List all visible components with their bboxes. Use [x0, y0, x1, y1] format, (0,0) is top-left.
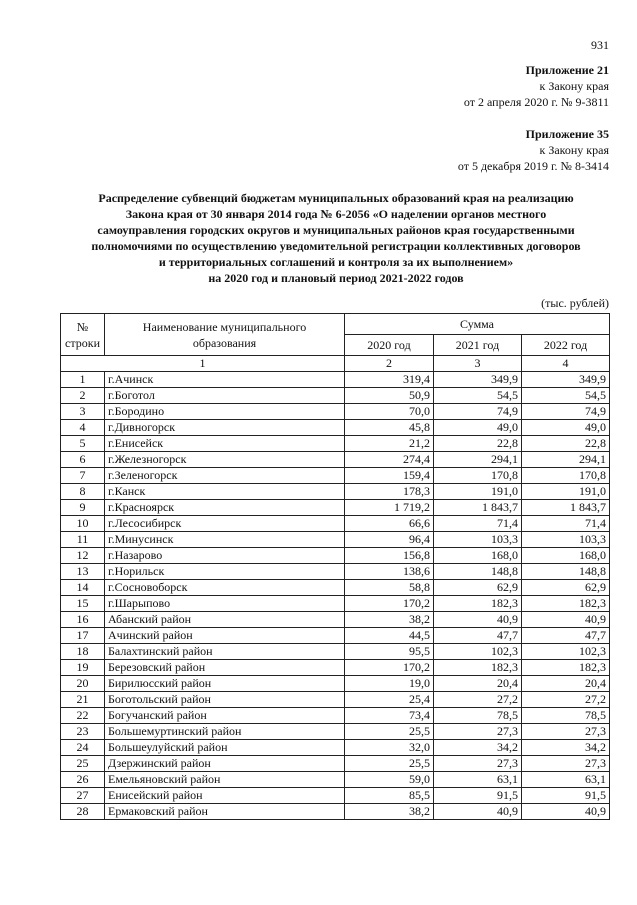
value-2021: 1 843,7 [434, 500, 522, 516]
value-2021: 170,8 [434, 468, 522, 484]
municipality-name: г.Сосновоборск [105, 580, 345, 596]
annex-21-title: Приложение 21 [525, 63, 609, 77]
table-row [61, 724, 610, 740]
table-row [61, 404, 610, 420]
value-2020: 38,2 [345, 804, 434, 820]
table-row [61, 420, 610, 436]
value-2020: 66,6 [345, 516, 434, 532]
row-number: 17 [61, 628, 105, 644]
title-line: Распределение субвенций бюджетам муниципальных образований края на реализацию [98, 191, 574, 205]
value-2020: 85,5 [345, 788, 434, 804]
value-2021: 74,9 [434, 404, 522, 420]
value-2022: 148,8 [522, 564, 610, 580]
column-number-2: 2 [345, 356, 434, 372]
value-2020: 319,4 [345, 372, 434, 388]
row-number: 10 [61, 516, 105, 532]
value-2021: 54,5 [434, 388, 522, 404]
municipality-name: Абанский район [105, 612, 345, 628]
row-number: 12 [61, 548, 105, 564]
table-body [61, 372, 610, 820]
table-row [61, 660, 610, 676]
value-2021: 148,8 [434, 564, 522, 580]
value-2022: 91,5 [522, 788, 610, 804]
value-2020: 159,4 [345, 468, 434, 484]
row-number: 2 [61, 388, 105, 404]
value-2021: 40,9 [434, 804, 522, 820]
table-row [61, 484, 610, 500]
table-row [61, 596, 610, 612]
value-2021: 49,0 [434, 420, 522, 436]
row-number: 25 [61, 756, 105, 772]
row-number: 26 [61, 772, 105, 788]
row-number: 23 [61, 724, 105, 740]
value-2020: 25,5 [345, 724, 434, 740]
value-2022: 1 843,7 [522, 500, 610, 516]
municipality-name: Березовский район [105, 660, 345, 676]
value-2021: 182,3 [434, 596, 522, 612]
value-2020: 19,0 [345, 676, 434, 692]
row-number: 11 [61, 532, 105, 548]
annex-21-header [464, 62, 609, 110]
value-2020: 25,4 [345, 692, 434, 708]
table-row [61, 452, 610, 468]
value-2022: 27,3 [522, 756, 610, 772]
value-2021: 22,8 [434, 436, 522, 452]
municipality-name: Бирилюсский район [105, 676, 345, 692]
municipality-name: г.Бородино [105, 404, 345, 420]
title-line: самоуправления городских округов и муниципальных районов края государственными [97, 223, 575, 237]
value-2022: 40,9 [522, 804, 610, 820]
table-row [61, 436, 610, 452]
value-2021: 91,5 [434, 788, 522, 804]
value-2021: 191,0 [434, 484, 522, 500]
municipality-name: Ачинский район [105, 628, 345, 644]
table-row [61, 676, 610, 692]
municipality-name: г.Назарово [105, 548, 345, 564]
value-2022: 62,9 [522, 580, 610, 596]
header-year-2021: 2021 год [434, 335, 522, 356]
table-row [61, 388, 610, 404]
value-2022: 182,3 [522, 660, 610, 676]
table-row [61, 500, 610, 516]
table-row [61, 788, 610, 804]
municipality-name: г.Боготол [105, 388, 345, 404]
title-line: на 2020 год и плановый период 2021-2022 годов [208, 271, 464, 285]
table-row [61, 564, 610, 580]
value-2020: 38,2 [345, 612, 434, 628]
value-2020: 45,8 [345, 420, 434, 436]
row-number: 13 [61, 564, 105, 580]
municipality-name: Енисейский район [105, 788, 345, 804]
value-2020: 156,8 [345, 548, 434, 564]
table-row [61, 628, 610, 644]
value-2020: 170,2 [345, 660, 434, 676]
municipality-name: Ермаковский район [105, 804, 345, 820]
municipality-name: Большемуртинский район [105, 724, 345, 740]
units-label: (тыс. рублей) [541, 296, 609, 310]
value-2020: 58,8 [345, 580, 434, 596]
title-line: и территориальных соглашений и контроля за их выполнением» [158, 255, 514, 269]
header-row-number: № строки [61, 314, 105, 356]
value-2020: 32,0 [345, 740, 434, 756]
municipality-name: г.Ачинск [105, 372, 345, 388]
value-2021: 27,3 [434, 756, 522, 772]
municipality-name: г.Енисейск [105, 436, 345, 452]
municipality-name: г.Дивногорск [105, 420, 345, 436]
value-2022: 191,0 [522, 484, 610, 500]
row-number: 16 [61, 612, 105, 628]
municipality-name: Дзержинский район [105, 756, 345, 772]
row-number: 4 [61, 420, 105, 436]
table-row [61, 580, 610, 596]
column-number-3: 3 [434, 356, 522, 372]
municipality-name: г.Красноярск [105, 500, 345, 516]
municipality-name: г.Зеленогорск [105, 468, 345, 484]
value-2020: 274,4 [345, 452, 434, 468]
value-2022: 34,2 [522, 740, 610, 756]
value-2020: 138,6 [345, 564, 434, 580]
value-2020: 96,4 [345, 532, 434, 548]
row-number: 28 [61, 804, 105, 820]
value-2021: 34,2 [434, 740, 522, 756]
value-2020: 95,5 [345, 644, 434, 660]
annex-35-title: Приложение 35 [525, 127, 609, 141]
value-2021: 103,3 [434, 532, 522, 548]
row-number: 6 [61, 452, 105, 468]
table-row [61, 612, 610, 628]
value-2022: 63,1 [522, 772, 610, 788]
municipality-name: Богучанский район [105, 708, 345, 724]
value-2022: 168,0 [522, 548, 610, 564]
value-2022: 294,1 [522, 452, 610, 468]
annex-21-line-1: к Закону края [539, 79, 609, 93]
value-2021: 63,1 [434, 772, 522, 788]
municipality-name: г.Шарыпово [105, 596, 345, 612]
row-number: 3 [61, 404, 105, 420]
value-2021: 349,9 [434, 372, 522, 388]
row-number: 7 [61, 468, 105, 484]
title-line: полномочиями по осуществлению уведомительной регистрации коллективных договоров [91, 239, 581, 253]
value-2021: 168,0 [434, 548, 522, 564]
row-number: 9 [61, 500, 105, 516]
table-row [61, 740, 610, 756]
municipality-name: Балахтинский район [105, 644, 345, 660]
row-number: 18 [61, 644, 105, 660]
value-2022: 20,4 [522, 676, 610, 692]
annex-35-line-2: от 5 декабря 2019 г. № 8-3414 [457, 159, 609, 173]
value-2021: 20,4 [434, 676, 522, 692]
value-2022: 102,3 [522, 644, 610, 660]
value-2022: 49,0 [522, 420, 610, 436]
row-number: 19 [61, 660, 105, 676]
table-row [61, 372, 610, 388]
value-2021: 40,9 [434, 612, 522, 628]
value-2022: 78,5 [522, 708, 610, 724]
header-municipality: Наименование муниципального образования [105, 314, 345, 356]
value-2020: 50,9 [345, 388, 434, 404]
table-row [61, 708, 610, 724]
value-2021: 294,1 [434, 452, 522, 468]
row-number: 1 [61, 372, 105, 388]
value-2020: 1 719,2 [345, 500, 434, 516]
value-2021: 62,9 [434, 580, 522, 596]
municipality-name: г.Лесосибирск [105, 516, 345, 532]
value-2021: 78,5 [434, 708, 522, 724]
value-2022: 54,5 [522, 388, 610, 404]
row-number: 22 [61, 708, 105, 724]
value-2021: 71,4 [434, 516, 522, 532]
municipality-name: г.Канск [105, 484, 345, 500]
value-2020: 44,5 [345, 628, 434, 644]
annex-21-line-2: от 2 апреля 2020 г. № 9-3811 [463, 95, 609, 109]
value-2022: 103,3 [522, 532, 610, 548]
municipality-name: г.Железногорск [105, 452, 345, 468]
value-2022: 27,2 [522, 692, 610, 708]
value-2021: 47,7 [434, 628, 522, 644]
value-2022: 71,4 [522, 516, 610, 532]
table-row [61, 532, 610, 548]
value-2022: 349,9 [522, 372, 610, 388]
subventions-table [60, 313, 610, 820]
municipality-name: Большеулуйский район [105, 740, 345, 756]
page-number: 931 [591, 38, 609, 52]
value-2022: 27,3 [522, 724, 610, 740]
value-2021: 27,2 [434, 692, 522, 708]
row-number: 15 [61, 596, 105, 612]
value-2022: 170,8 [522, 468, 610, 484]
municipality-name: Емельяновский район [105, 772, 345, 788]
value-2021: 102,3 [434, 644, 522, 660]
header-sum: Сумма [345, 314, 610, 335]
row-number: 21 [61, 692, 105, 708]
value-2022: 22,8 [522, 436, 610, 452]
value-2020: 178,3 [345, 484, 434, 500]
value-2020: 170,2 [345, 596, 434, 612]
municipality-name: г.Минусинск [105, 532, 345, 548]
row-number: 5 [61, 436, 105, 452]
table-row [61, 772, 610, 788]
title-line: Закона края от 30 января 2014 года № 6-2056 «О наделении органов местного [125, 207, 547, 221]
table-row [61, 804, 610, 820]
annex-35-header [458, 126, 609, 174]
row-number: 8 [61, 484, 105, 500]
value-2021: 27,3 [434, 724, 522, 740]
header-year-2020: 2020 год [345, 335, 434, 356]
value-2022: 47,7 [522, 628, 610, 644]
value-2022: 182,3 [522, 596, 610, 612]
value-2020: 59,0 [345, 772, 434, 788]
value-2022: 40,9 [522, 612, 610, 628]
municipality-name: Боготольский район [105, 692, 345, 708]
value-2020: 73,4 [345, 708, 434, 724]
row-number: 24 [61, 740, 105, 756]
column-number-1: 1 [61, 356, 345, 372]
value-2020: 70,0 [345, 404, 434, 420]
table-row [61, 516, 610, 532]
table-row [61, 468, 610, 484]
table-row [61, 644, 610, 660]
value-2020: 21,2 [345, 436, 434, 452]
table-row [61, 692, 610, 708]
table-row [61, 548, 610, 564]
header-year-2022: 2022 год [522, 335, 610, 356]
row-number: 27 [61, 788, 105, 804]
document-title [62, 190, 610, 286]
row-number: 20 [61, 676, 105, 692]
column-number-4: 4 [522, 356, 610, 372]
municipality-name: г.Норильск [105, 564, 345, 580]
table-row [61, 756, 610, 772]
value-2020: 25,5 [345, 756, 434, 772]
value-2022: 74,9 [522, 404, 610, 420]
row-number: 14 [61, 580, 105, 596]
annex-35-line-1: к Закону края [539, 143, 609, 157]
value-2021: 182,3 [434, 660, 522, 676]
